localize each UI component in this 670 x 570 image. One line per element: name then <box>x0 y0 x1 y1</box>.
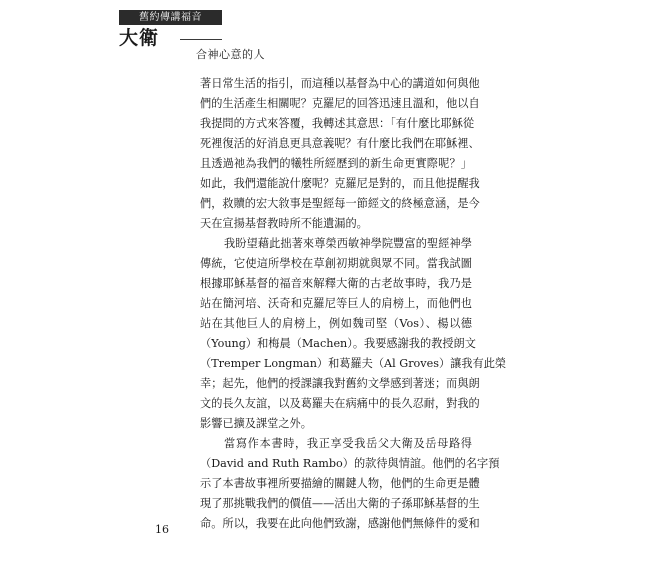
body-line: 幸；起先，他們的授課讓我對舊約文學感到著迷；而與朗 <box>200 377 480 390</box>
body-line: 影響已擴及課堂之外。 <box>200 417 312 430</box>
body-line: （Young）和梅晨（Machen）。我要感謝我的教授朗文 <box>200 337 476 350</box>
body-line: （David and Ruth Rambo）的款待與情誼。他們的名字預 <box>200 457 500 470</box>
body-line: 文的長久友誼，以及葛羅夫在病痛中的長久忍耐，對我的 <box>200 397 480 410</box>
body-text <box>200 74 507 534</box>
body-line: 天在宣揚基督教時所不能遺漏的。 <box>200 217 368 230</box>
body-line: 我盼望藉此拙著來尊榮西敏神學院豐富的聖經神學 <box>224 237 472 250</box>
title-rule <box>180 39 222 40</box>
body-line: 命。所以，我要在此向他們致謝，感謝他們無條件的愛和 <box>200 517 480 530</box>
body-line: 站在簡河培、沃奇和克羅尼等巨人的肩榜上，而他們也 <box>200 297 472 310</box>
body-line: 們的生活產生相關呢？克羅尼的回答迅速且溫和，他以自 <box>200 97 480 110</box>
body-line: 站在其他巨人的肩榜上，例如魏司堅（Vos）、楊以德 <box>200 317 472 330</box>
body-line: 們，救贖的宏大敘事是聖經每一節經文的終極意涵，是今 <box>200 197 480 210</box>
body-line: 根據耶穌基督的福音來解釋大衛的古老故事時，我乃是 <box>200 277 472 290</box>
body-line: 死裡復活的好消息更具意義呢？有什麼比我們在耶穌裡、 <box>200 137 480 150</box>
body-line: 傳統，它使這所學校在草創初期就與眾不同。當我試圖 <box>200 257 472 270</box>
chapter-subtitle: 合神心意的人 <box>196 48 265 61</box>
chapter-title: 大衛 <box>119 27 160 49</box>
body-line: （Tremper Longman）和葛羅夫（Al Groves）讓我有此榮 <box>200 357 507 370</box>
body-line: 如此，我們還能說什麼呢？克羅尼是對的，而且他提醒我 <box>200 177 480 190</box>
body-line: 著日常生活的指引，而這種以基督為中心的講道如何與他 <box>200 77 480 90</box>
page-number: 16 <box>155 523 169 536</box>
series-label: 舊約傳講福音 <box>119 10 222 25</box>
body-line: 現了那挑戰我們的價值——活出大衛的子孫耶穌基督的生 <box>200 497 480 510</box>
body-line: 示了本書故事裡所要描繪的關鍵人物，他們的生命更是體 <box>200 477 480 490</box>
body-line: 當寫作本書時，我正享受我岳父大衛及岳母路得 <box>224 437 472 450</box>
body-line: 且透過祂為我們的犧牲所經歷到的新生命更實際呢？」 <box>200 157 472 170</box>
body-line: 我提問的方式來答覆，我轉述其意思：「有什麼比耶穌從 <box>200 117 475 130</box>
